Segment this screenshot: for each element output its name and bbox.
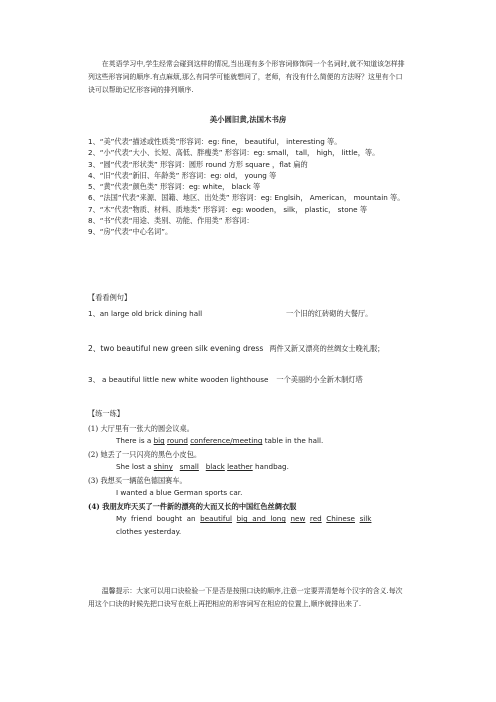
rules-list	[88, 136, 408, 238]
examples-heading: 【看看例句】	[88, 293, 132, 302]
example-chinese: 两件又新又漂亮的丝绸女士晚礼服；	[269, 344, 385, 353]
practice-question: (2) 她丢了一只闪亮的黑色小皮包。	[88, 450, 202, 459]
practice-item	[88, 475, 408, 499]
practice-answer	[88, 486, 408, 499]
example-chinese: 一个旧的红砖砌的大餐厅。	[286, 309, 373, 318]
answer-underlined: shiny	[153, 462, 173, 471]
practice-list	[88, 423, 408, 540]
rule-item: 3、“圆”代表“形状类” 形容词：圆形 round 方形 square ，flat 扁的	[88, 159, 308, 169]
mnemonic-title: 美小圆旧黄,法国木书房	[209, 115, 287, 124]
answer-underlined: red	[309, 514, 322, 523]
rule-item: 1、“美”代表“描述或性质类”形容词：eg: fine， beautiful， interesting 等。	[88, 137, 342, 146]
answer-text: There is a	[116, 436, 154, 445]
answer-underlined: small	[179, 462, 199, 471]
answer-underlined: leather	[227, 462, 253, 471]
answer-text	[199, 462, 206, 471]
example-english: 3、 a beautiful little new white wooden lighthouse	[88, 375, 269, 384]
intro-paragraph: 在英语学习中,学生经常会碰到这样的情况,当出现有多个形容词修饰同一个名词时,就不知道该怎样排列这些形容词的顺序.有点麻烦,那么有同学可能就想问了，老师，有没有什么简便的方法呀？这里有个口诀可以帮助记忆形容词的排列顺序.	[88, 60, 405, 94]
rule-item: 5、“黄”代表“颜色类” 形容词：eg: white， black 等	[88, 182, 261, 192]
example-english: 1、an large old brick dining hall	[88, 309, 203, 318]
rule-item: 6、“法国”代表“来源、国籍、地区、出处类” 形容词：eg: Englsih， American， mountain 等。	[88, 193, 405, 203]
practice-question: (3) 我想买一辆蓝色德国赛车。	[88, 476, 187, 485]
answer-underlined: big	[153, 436, 165, 445]
tip-paragraph: 温馨提示：大家可以用口诀检验一下是否是按照口诀的顺序,注意一定要弄清楚每个汉字的含义.每次用这个口诀的时候先把口诀写在纸上再把相应的形容词写在相应的位置上,顺序就排出来了.	[88, 587, 403, 608]
practice-item	[88, 423, 408, 447]
practice-question: (4) 我朋友昨天买了一件新的漂亮的大而又长的中国红色丝绸衣服	[88, 502, 297, 511]
answer-text: My friend bought an	[116, 514, 201, 523]
answer-text: table in the hall.	[262, 436, 324, 445]
example-sentence	[88, 309, 372, 319]
rule-item: 7、“木”代表“物质、材料、质地类” 形容词：eg: wooden， silk， plastic， stone 等	[88, 204, 368, 214]
answer-underlined: black	[205, 462, 225, 471]
answer-underlined: round	[167, 436, 188, 445]
practice-item	[88, 449, 408, 473]
practice-answer-continued: clothes yesterday.	[116, 527, 182, 536]
rule-item: 9、“房”代表“中心名词”。	[88, 227, 173, 237]
practice-answer	[88, 512, 408, 525]
answer-underlined: new	[290, 514, 306, 523]
practice-heading: 【练一练】	[88, 409, 124, 418]
practice-answer	[88, 460, 408, 473]
practice-item	[88, 501, 408, 538]
answer-text	[173, 462, 180, 471]
example-english: 2、two beautiful new green silk evening dress	[88, 344, 264, 353]
example-sentence	[88, 375, 363, 385]
example-chinese: 一个美丽的小全新木制灯塔	[276, 375, 363, 384]
rule-item: 2、“小”代表“大小、长短、高低、胖瘦类” 形容词：eg: small， tall， high， little，等。	[88, 148, 380, 158]
rule-item: 8、“书”代表“用途、类别、功能、作用类” 形容词：	[88, 216, 254, 226]
practice-answer	[88, 434, 408, 447]
rule-item: 4、“旧”代表“新旧、年龄类” 形容词：eg: old， young 等	[88, 170, 277, 180]
answer-text: She lost a	[116, 462, 154, 471]
answer-text: I wanted a blue German sports car.	[116, 488, 243, 497]
answer-text: handbag.	[252, 462, 289, 471]
answer-underlined: big and long	[236, 514, 286, 523]
answer-underlined: silk	[359, 514, 372, 523]
answer-underlined: Chinese	[326, 514, 355, 523]
answer-underlined: beautiful	[200, 514, 233, 523]
practice-question: (1) 大厅里有一张大的圆会议桌。	[88, 424, 194, 433]
answer-underlined: conference/meeting	[190, 436, 263, 445]
example-sentence	[88, 343, 384, 354]
